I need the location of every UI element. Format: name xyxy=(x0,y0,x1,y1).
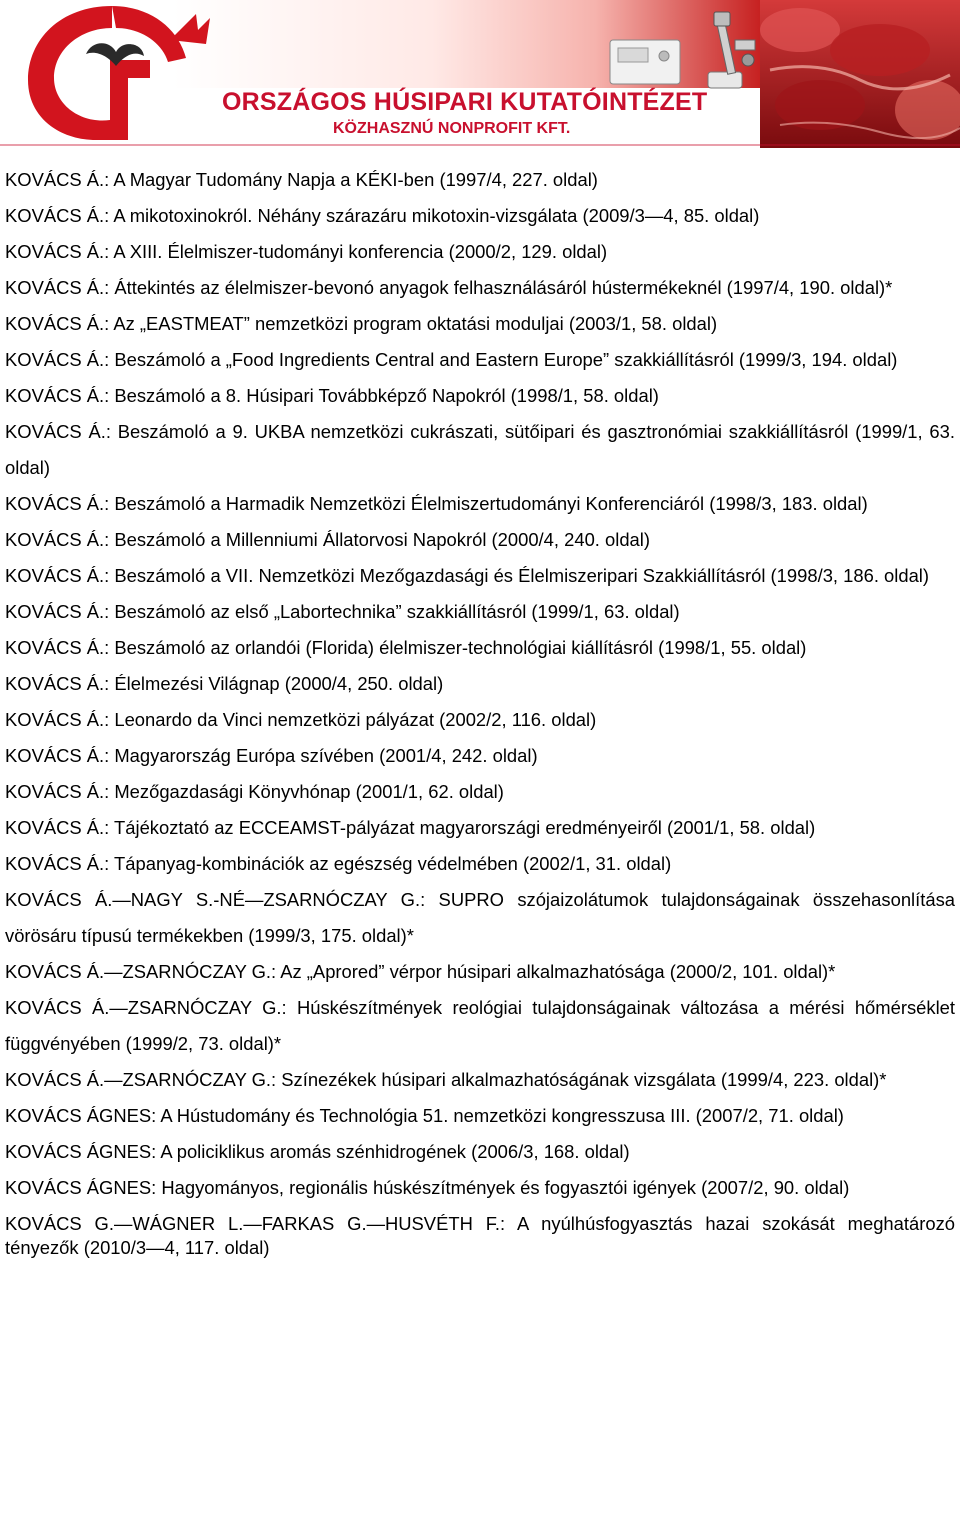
list-item: KOVÁCS Á.: Mezőgazdasági Könyvhónap (2001/1, 62. oldal) xyxy=(5,781,504,802)
meat-image xyxy=(760,0,960,148)
list-item: KOVÁCS Á.: A XIII. Élelmiszer-tudományi konferencia (2000/2, 129. oldal) xyxy=(5,241,608,262)
list-item: KOVÁCS Á.—ZSARNÓCZAY G.: Húskészítmények reológiai tulajdonságainak változása a mérési hőmérséklet függvényében (1999/2, 73. oldal)* xyxy=(5,997,955,1054)
list-item: KOVÁCS Á.: Beszámoló a VII. Nemzetközi Mezőgazdasági és Élelmiszeripari Szakkiállításról (1998/3, 186. oldal) xyxy=(5,565,930,586)
list-item: KOVÁCS Á.: Beszámoló az első „Labortechnika” szakkiállításról (1999/1, 63. oldal) xyxy=(5,601,680,622)
list-item: KOVÁCS Á.: Az „EASTMEAT” nemzetközi program oktatási moduljai (2003/1, 58. oldal) xyxy=(5,313,718,334)
list-item: KOVÁCS Á.: Áttekintés az élelmiszer-bevonó anyagok felhasználásáról hústermékeknél (1997/4, 190. oldal)* xyxy=(5,277,893,298)
header-banner xyxy=(0,0,960,148)
list-item: KOVÁCS G.—WÁGNER L.—FARKAS G.—HUSVÉTH F.: A nyúlhúsfogyasztás hazai szokását meghatározó tényezők (2010/3—4, 117. oldal) xyxy=(5,1213,955,1258)
list-item: KOVÁCS Á.: Beszámoló a Millenniumi Állatorvosi Napokról (2000/4, 240. oldal) xyxy=(5,529,650,550)
lab-instrument-icon xyxy=(610,40,680,84)
list-item: KOVÁCS Á.: A Magyar Tudomány Napja a KÉKI-ben (1997/4, 227. oldal) xyxy=(5,169,598,190)
list-item: KOVÁCS Á.: Beszámoló a 8. Húsipari Továbbképző Napokról (1998/1, 58. oldal) xyxy=(5,385,659,406)
list-item: KOVÁCS Á.: Élelmezési Világnap (2000/4, 250. oldal) xyxy=(5,673,444,694)
list-item: KOVÁCS Á.: Beszámoló a Harmadik Nemzetközi Élelmiszertudományi Konferenciáról (1998/3, 183. oldal) xyxy=(5,493,868,514)
list-item: KOVÁCS Á.—ZSARNÓCZAY G.: Az „Aprored” vérpor húsipari alkalmazhatósága (2000/2, 101. oldal)* xyxy=(5,961,836,982)
list-item: KOVÁCS Á.: Beszámoló a „Food Ingredients Central and Eastern Europe” szakkiállításról (1999/3, 194. oldal) xyxy=(5,349,898,370)
list-item: KOVÁCS Á.—ZSARNÓCZAY G.: Színezékek húsipari alkalmazhatóságának vizsgálata (1999/4, 223. oldal)* xyxy=(5,1069,887,1090)
list-item: KOVÁCS ÁGNES: A policiklikus aromás szénhidrogének (2006/3, 168. oldal) xyxy=(5,1141,630,1162)
list-item: KOVÁCS Á.: Leonardo da Vinci nemzetközi pályázat (2002/2, 116. oldal) xyxy=(5,709,597,730)
list-item: KOVÁCS Á.: Beszámoló a 9. UKBA nemzetközi cukrászati, sütőipari és gasztronómiai szakkiállításról (1999/1, 63. oldal) xyxy=(5,421,955,478)
list-item: KOVÁCS Á.: A mikotoxinokról. Néhány szárazáru mikotoxin-vizsgálata (2009/3—4, 85. oldal) xyxy=(5,205,760,226)
institute-title: ORSZÁGOS HÚSIPARI KUTATÓINTÉZET xyxy=(222,88,708,116)
list-item: KOVÁCS Á.: Magyarország Európa szívében (2001/4, 242. oldal) xyxy=(5,745,538,766)
list-item: KOVÁCS Á.: Tájékoztató az ECCEAMST-pályázat magyarországi eredményeiről (2001/1, 58. oldal) xyxy=(5,817,816,838)
list-item: KOVÁCS ÁGNES: Hagyományos, regionális húskészítmények és fogyasztói igények (2007/2, 90. oldal) xyxy=(5,1177,850,1198)
list-item: KOVÁCS Á.—NAGY S.-NÉ—ZSARNÓCZAY G.: SUPRO szójaizolátumok tulajdonságainak összehasonlítása vörösáru típusú termékekben (1999/3, 175. oldal)* xyxy=(5,889,955,946)
reference-list xyxy=(5,162,955,1260)
institute-subtitle: KÖZHASZNÚ NONPROFIT KFT. xyxy=(333,120,571,137)
list-item: KOVÁCS ÁGNES: A Hústudomány és Technológia 51. nemzetközi kongresszusa III. (2007/2, 71. oldal) xyxy=(5,1105,844,1126)
list-item: KOVÁCS Á.: Beszámoló az orlandói (Florida) élelmiszer-technológiai kiállításról (1998/1, 55. oldal) xyxy=(5,637,807,658)
list-item: KOVÁCS Á.: Tápanyag-kombinációk az egészség védelmében (2002/1, 31. oldal) xyxy=(5,853,672,874)
